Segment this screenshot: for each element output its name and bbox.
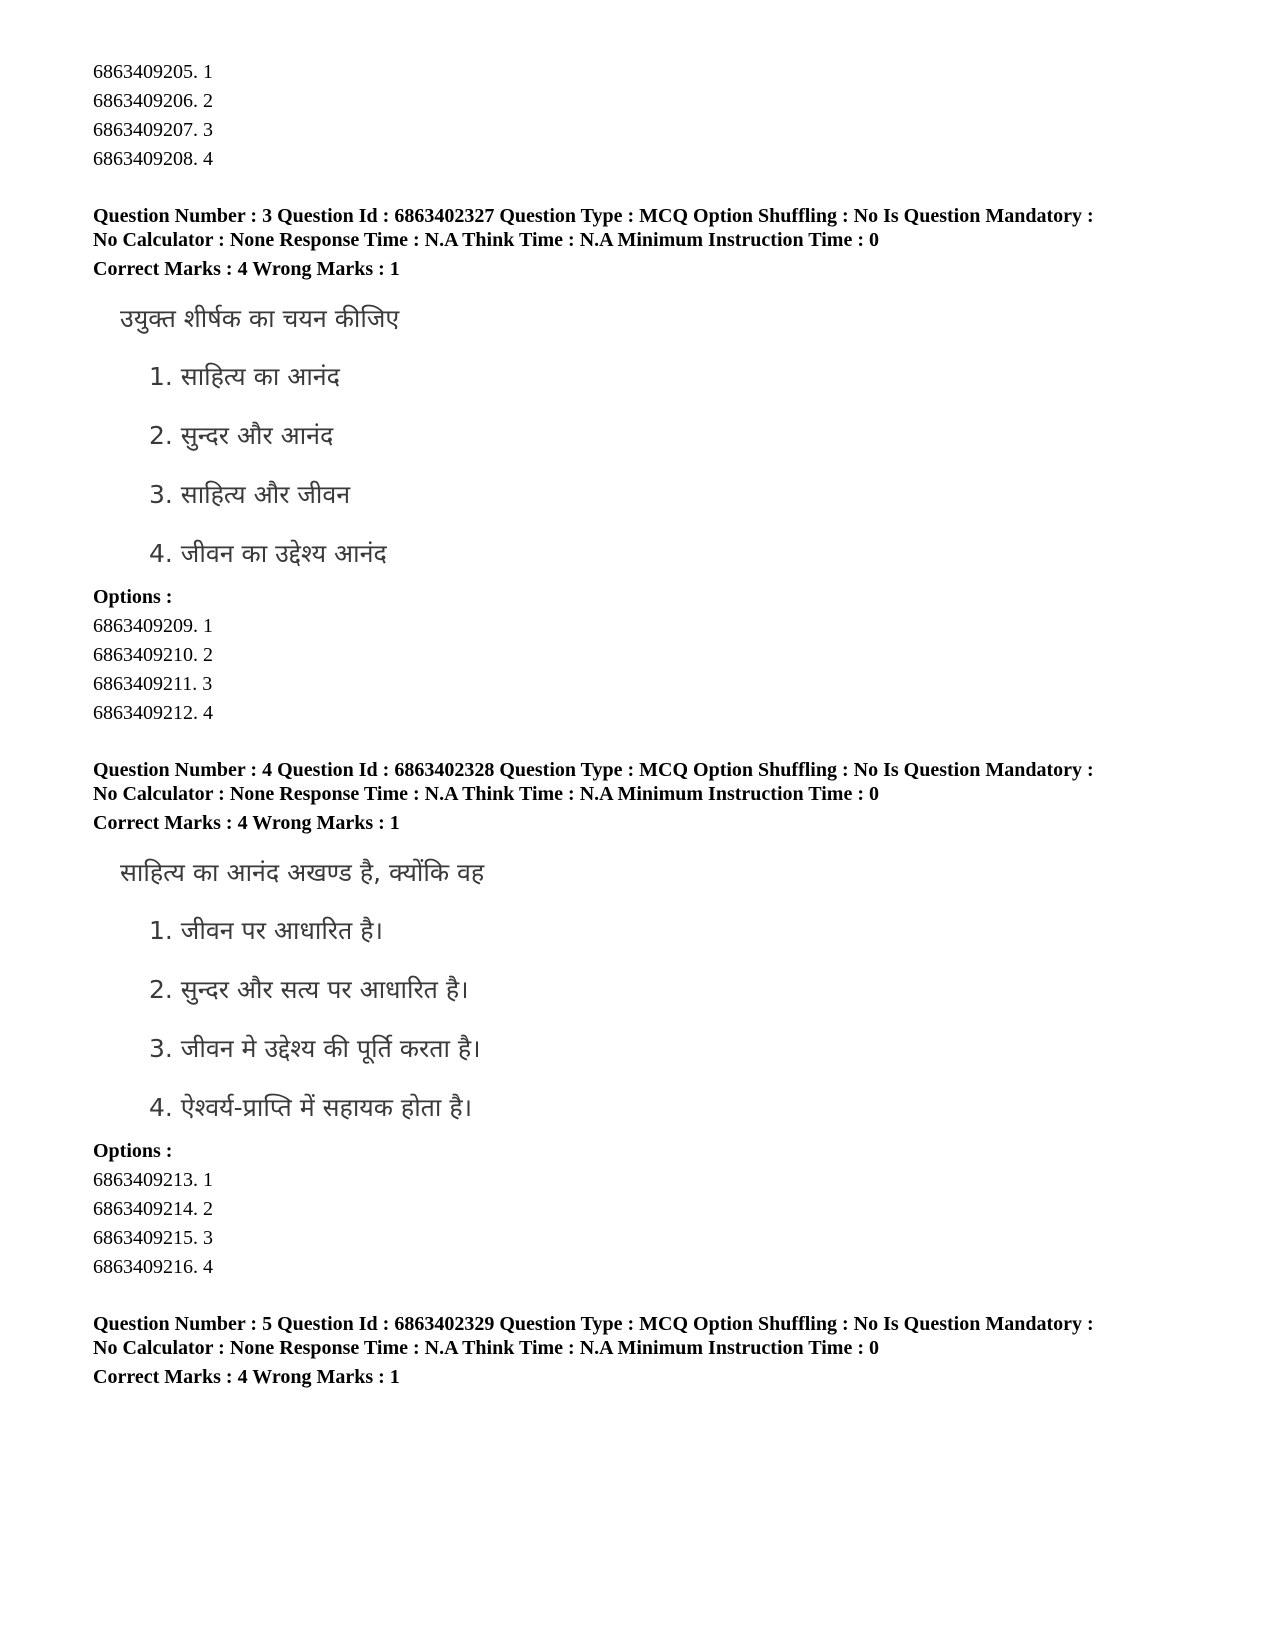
option-item: 6863409206. 2 [93,90,213,112]
question-choice: 2. सुन्दर और सत्य पर आधारित है। [149,975,469,1004]
option-item: 6863409213. 1 [93,1169,213,1191]
option-item: 6863409215. 3 [93,1227,213,1249]
question-header-line2: No Calculator : None Response Time : N.A Think Time : N.A Minimum Instruction Time : 0 [93,783,879,805]
question-choice: 4. जीवन का उद्देश्य आनंद [149,539,387,568]
option-item: 6863409214. 2 [93,1198,213,1220]
option-item: 6863409216. 4 [93,1256,213,1278]
question-choice: 1. साहित्य का आनंद [149,362,340,391]
question-marks: Correct Marks : 4 Wrong Marks : 1 [93,812,400,834]
question-header-line1: Question Number : 4 Question Id : 6863402328 Question Type : MCQ Option Shuffling : No Is Question Mandatory : [93,759,1094,781]
option-item: 6863409209. 1 [93,615,213,637]
option-item: 6863409210. 2 [93,644,213,666]
question-image [93,304,1213,569]
question-marks: Correct Marks : 4 Wrong Marks : 1 [93,258,400,280]
question-block-3 [93,204,1213,728]
question-stem: उयुक्त शीर्षक का चयन कीजिए [120,304,400,333]
question-header-line1: Question Number : 5 Question Id : 6863402329 Question Type : MCQ Option Shuffling : No Is Question Mandatory : [93,1313,1094,1335]
question-block-5 [93,1312,1213,1392]
document-page [93,58,1213,1392]
question-header-line1: Question Number : 3 Question Id : 6863402327 Question Type : MCQ Option Shuffling : No Is Question Mandatory : [93,205,1094,227]
option-item: 6863409207. 3 [93,119,213,141]
question-choice: 2. सुन्दर और आनंद [149,421,334,450]
options-label: Options : [93,1140,173,1162]
option-item: 6863409211. 3 [93,673,213,695]
question-header-line2: No Calculator : None Response Time : N.A Think Time : N.A Minimum Instruction Time : 0 [93,1337,879,1359]
question-block-4 [93,758,1213,1282]
question-marks: Correct Marks : 4 Wrong Marks : 1 [93,1366,400,1388]
option-item: 6863409212. 4 [93,702,213,724]
question-image [93,858,1213,1123]
options-label: Options : [93,586,173,608]
previous-options-list [93,58,1213,174]
option-item: 6863409205. 1 [93,61,213,83]
question-header-line2: No Calculator : None Response Time : N.A Think Time : N.A Minimum Instruction Time : 0 [93,229,879,251]
question-stem: साहित्य का आनंद अखण्ड है, क्योंकि वह [120,858,485,887]
question-choice: 4. ऐश्वर्य-प्राप्ति में सहायक होता है। [149,1093,473,1122]
option-item: 6863409208. 4 [93,148,213,170]
question-choice: 3. साहित्य और जीवन [149,480,351,509]
question-choice: 3. जीवन मे उद्देश्य की पूर्ति करता है। [149,1034,481,1063]
question-choice: 1. जीवन पर आधारित है। [149,916,383,945]
